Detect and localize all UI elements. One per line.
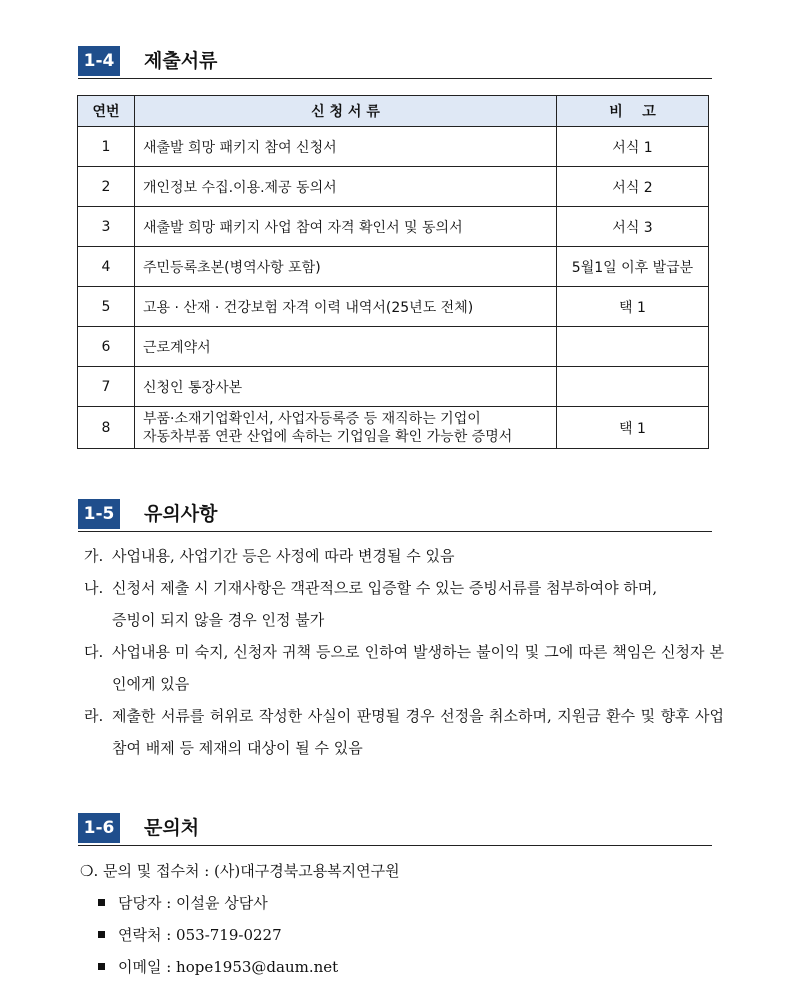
table-row	[78, 167, 709, 207]
list-marker: 라.	[84, 707, 104, 725]
table-row	[78, 247, 709, 287]
contact-info	[80, 855, 720, 983]
list-item	[80, 951, 720, 983]
list-item	[84, 540, 724, 572]
contact-phone: 연락처 : 053-719-0227	[118, 926, 282, 944]
list-item	[80, 887, 720, 919]
row-remark	[557, 367, 709, 407]
list-marker: 가.	[84, 547, 104, 565]
section-header-precautions	[78, 497, 712, 532]
column-header-documents: 신 청 서 류	[135, 96, 557, 127]
row-number: 5	[78, 287, 135, 327]
section-title: 제출서류	[144, 50, 218, 72]
list-item	[84, 636, 724, 700]
section-title: 문의처	[144, 817, 200, 839]
section-header-contact	[78, 811, 712, 846]
contact-main: ❍. 문의 및 접수처 : (사)대구경북고용복지연구원	[80, 862, 400, 880]
row-number: 7	[78, 367, 135, 407]
section-number: 1-4	[78, 46, 120, 76]
column-header-no: 연번	[78, 96, 135, 127]
list-text: 제출한 서류를 허위로 작성한 사실이 판명될 경우 선정을 취소하며, 지원금 환수 및 향후 사업 참여 배제 등 제재의 대상이 될 수 있음	[112, 707, 724, 757]
list-item	[84, 700, 724, 764]
row-number: 1	[78, 127, 135, 167]
list-item	[80, 919, 720, 951]
document-name-line: 부품·소재기업확인서, 사업자등록증 등 재직하는 기업이	[143, 410, 481, 427]
list-marker: 다.	[84, 643, 104, 661]
list-text: 신청서 제출 시 기재사항은 객관적으로 입증할 수 있는 증빙서류를 첨부하여야 하며, 증빙이 되지 않을 경우 인정 불가	[112, 579, 658, 629]
document-name	[135, 407, 557, 449]
contact-email: 이메일 : hope1953@daum.net	[118, 958, 339, 976]
section-number: 1-6	[78, 813, 120, 843]
document-name: 신청인 통장사본	[135, 367, 557, 407]
list-item	[84, 572, 668, 636]
document-name: 새출발 희망 패키지 참여 신청서	[135, 127, 557, 167]
row-number: 4	[78, 247, 135, 287]
precautions-list	[84, 540, 724, 764]
documents-table	[77, 95, 709, 449]
row-number: 6	[78, 327, 135, 367]
square-bullet-icon	[98, 963, 105, 970]
table-row	[78, 367, 709, 407]
list-text: 사업내용, 사업기간 등은 사정에 따라 변경될 수 있음	[112, 547, 455, 565]
row-number: 3	[78, 207, 135, 247]
table-row	[78, 287, 709, 327]
list-text: 사업내용 미 숙지, 신청자 귀책 등으로 인하여 발생하는 불이익 및 그에 따른 책임은 신청자 본인에게 있음	[112, 643, 724, 693]
row-remark: 서식 2	[557, 167, 709, 207]
row-number: 8	[78, 407, 135, 449]
square-bullet-icon	[98, 931, 105, 938]
row-remark: 서식 3	[557, 207, 709, 247]
document-name: 주민등록초본(병역사항 포함)	[135, 247, 557, 287]
table-row	[78, 127, 709, 167]
table-row	[78, 407, 709, 449]
document-name: 고용 · 산재 · 건강보험 자격 이력 내역서(25년도 전체)	[135, 287, 557, 327]
row-remark: 택 1	[557, 287, 709, 327]
row-remark	[557, 327, 709, 367]
document-name-line: 자동차부품 연관 산업에 속하는 기업임을 확인 가능한 증명서	[143, 428, 513, 445]
row-remark: 택 1	[557, 407, 709, 449]
table-row	[78, 327, 709, 367]
column-header-remarks: 비 고	[557, 96, 709, 127]
section-title: 유의사항	[144, 503, 218, 525]
section-header-documents	[78, 44, 712, 79]
table-row	[78, 207, 709, 247]
document-name: 새출발 희망 패키지 사업 참여 자격 확인서 및 동의서	[135, 207, 557, 247]
row-remark: 서식 1	[557, 127, 709, 167]
document-name: 개인정보 수집.이용.제공 동의서	[135, 167, 557, 207]
row-remark: 5월1일 이후 발급분	[557, 247, 709, 287]
contact-person: 담당자 : 이설윤 상담사	[118, 894, 268, 912]
row-number: 2	[78, 167, 135, 207]
document-name: 근로계약서	[135, 327, 557, 367]
section-number: 1-5	[78, 499, 120, 529]
list-marker: 나.	[84, 579, 104, 597]
table-header-row	[78, 96, 709, 127]
square-bullet-icon	[98, 899, 105, 906]
